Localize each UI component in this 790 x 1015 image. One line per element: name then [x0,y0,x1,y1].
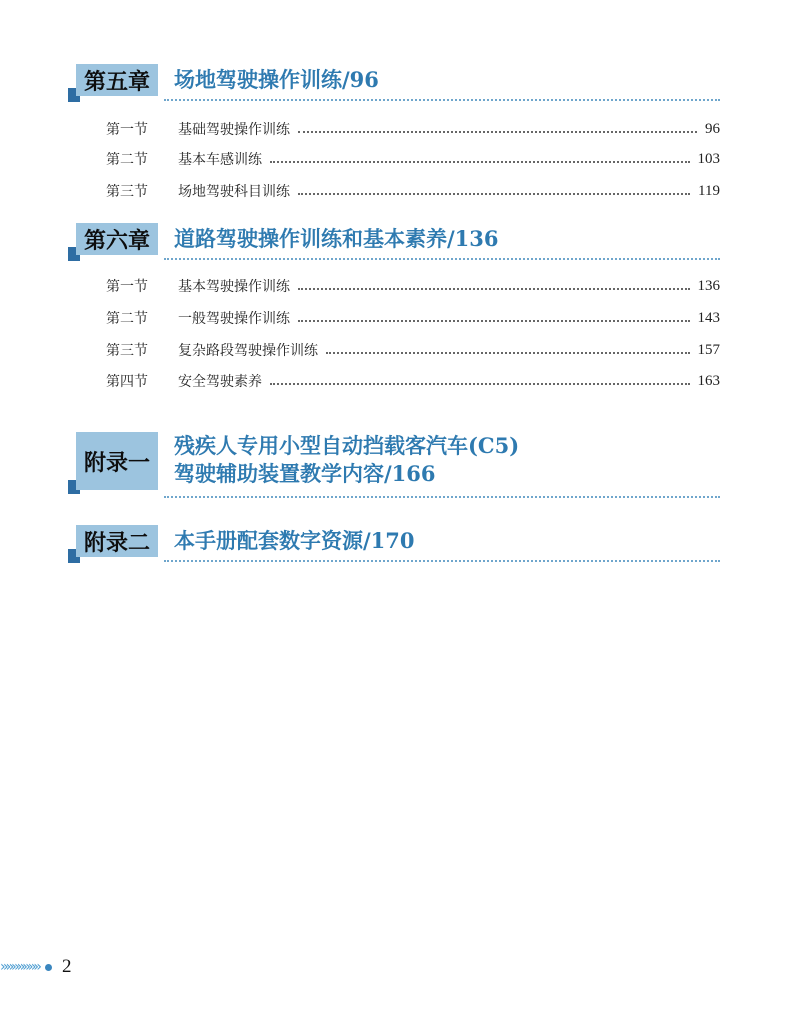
section-number: 第一节 [106,122,148,138]
chevron-right-icon: »»»»»»» [0,959,39,975]
section-title: 安全驾驶素养 [178,374,262,390]
page-number: 163 [697,372,720,389]
dot-leader [298,288,690,290]
toc-row[interactable] [106,180,720,202]
page-number: 157 [697,341,720,358]
toc-row[interactable] [106,148,720,170]
section-title: 基本驾驶操作训练 [178,279,290,295]
chapter-divider [164,258,720,260]
chapter-label: 第六章 [76,223,158,255]
appendix-heading [68,525,720,561]
section-title: 基本车感训练 [178,152,262,168]
section-title: 一般驾驶操作训练 [178,311,290,327]
section-number: 第二节 [106,152,148,168]
page-number: 96 [705,120,720,137]
appendix-title[interactable] [174,432,519,488]
chapter-badge [68,223,164,259]
appendix-label: 附录二 [76,525,158,557]
chapter-divider [164,99,720,101]
page-number: 2 [61,956,72,977]
appendix-2 [68,525,720,561]
dot-leader [270,161,690,163]
appendix-title[interactable]: 本手册配套数字资源/170 [174,528,415,553]
appendix-divider [164,496,720,498]
appendix-badge [68,525,164,561]
section-number: 第四节 [106,374,148,390]
chapter-label: 第五章 [76,64,158,96]
section-number: 第三节 [106,343,148,359]
chapter-5 [68,64,720,100]
toc-row[interactable] [106,118,720,140]
chapter-title[interactable]: 场地驾驶操作训练/96 [174,67,379,92]
dot-leader [270,383,690,385]
toc-row[interactable] [106,370,720,392]
page-footer [0,956,71,978]
appendix-badge [68,432,164,494]
toc-row[interactable] [106,275,720,297]
dot-leader [326,352,690,354]
section-number: 第一节 [106,279,148,295]
appendix-heading [68,432,720,494]
toc-row[interactable] [106,307,720,329]
dot-icon [45,964,52,971]
chapter-6 [68,223,720,259]
appendix-title-line: 驾驶辅助装置教学内容/166 [174,461,436,486]
section-title: 场地驾驶科目训练 [178,184,290,200]
chapter-title[interactable]: 道路驾驶操作训练和基本素养/136 [174,226,499,251]
section-title: 基础驾驶操作训练 [178,122,290,138]
section-title: 复杂路段驾驶操作训练 [178,343,318,359]
dot-leader [298,193,690,195]
section-number: 第三节 [106,184,148,200]
appendix-divider [164,560,720,562]
section-number: 第二节 [106,311,148,327]
chapter-badge [68,64,164,100]
page-number: 103 [697,150,720,167]
page-number: 136 [697,277,720,294]
dot-leader [298,131,697,133]
page-number: 143 [697,309,720,326]
chapter-heading [68,223,720,259]
toc-row[interactable] [106,339,720,361]
dot-leader [298,320,690,322]
page-number: 119 [698,182,720,199]
chapter-heading [68,64,720,100]
appendix-label: 附录一 [76,432,158,490]
appendix-title-line: 残疾人专用小型自动挡载客汽车(C5) [174,433,520,458]
appendix-1 [68,432,720,494]
